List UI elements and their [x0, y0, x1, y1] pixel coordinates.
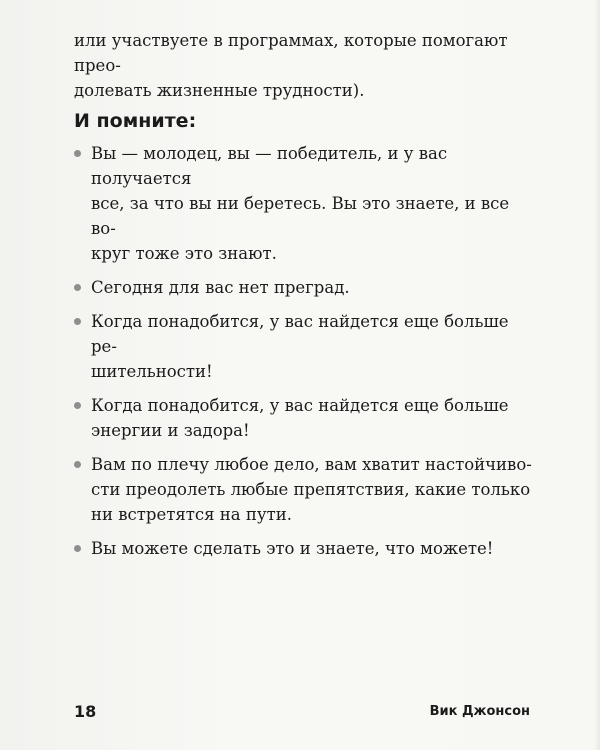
- list-item: [74, 393, 536, 443]
- list-item: [74, 536, 536, 561]
- bullet-icon: [74, 461, 81, 468]
- affirmation-list: [74, 141, 536, 570]
- list-item-line: ни встретятся на пути.: [91, 505, 292, 524]
- list-item: [74, 452, 536, 527]
- bullet-icon: [74, 318, 81, 325]
- list-item-line: Вы — молодец, вы — победитель, и у вас получается: [91, 144, 448, 188]
- intro-line: или участвуете в программах, которые помогают прео-: [74, 31, 508, 75]
- list-item-line: сти преодолеть любые препятствия, какие только: [91, 480, 531, 499]
- bullet-icon: [74, 150, 81, 157]
- page-number: 18: [74, 702, 97, 721]
- list-item-line: Когда понадобится, у вас найдется еще больше ре-: [91, 312, 509, 356]
- list-item-line: Когда понадобится, у вас найдется еще больше: [91, 396, 509, 415]
- running-footer-author: Вик Джонсон: [429, 704, 530, 719]
- list-item-line: все, за что вы ни беретесь. Вы это знаете, и все во-: [91, 194, 510, 238]
- bullet-icon: [74, 545, 81, 552]
- section-heading: И помните:: [74, 110, 197, 132]
- list-item: [74, 141, 536, 266]
- list-item-line: Вам по плечу любое дело, вам хватит настойчиво-: [91, 455, 532, 474]
- list-item-line: энергии и задора!: [91, 421, 250, 440]
- list-item-line: Сегодня для вас нет преград.: [91, 278, 350, 297]
- intro-paragraph: [74, 28, 534, 103]
- intro-line: долевать жизненные трудности).: [74, 81, 365, 100]
- list-item-line: Вы можете сделать это и знаете, что можете!: [91, 539, 494, 558]
- list-item-line: круг тоже это знают.: [91, 244, 277, 263]
- list-item: [74, 309, 536, 384]
- list-item-line: шительности!: [91, 362, 213, 381]
- bullet-icon: [74, 402, 81, 409]
- scan-edge-shadow: [594, 0, 600, 750]
- bullet-icon: [74, 284, 81, 291]
- list-item: [74, 275, 536, 300]
